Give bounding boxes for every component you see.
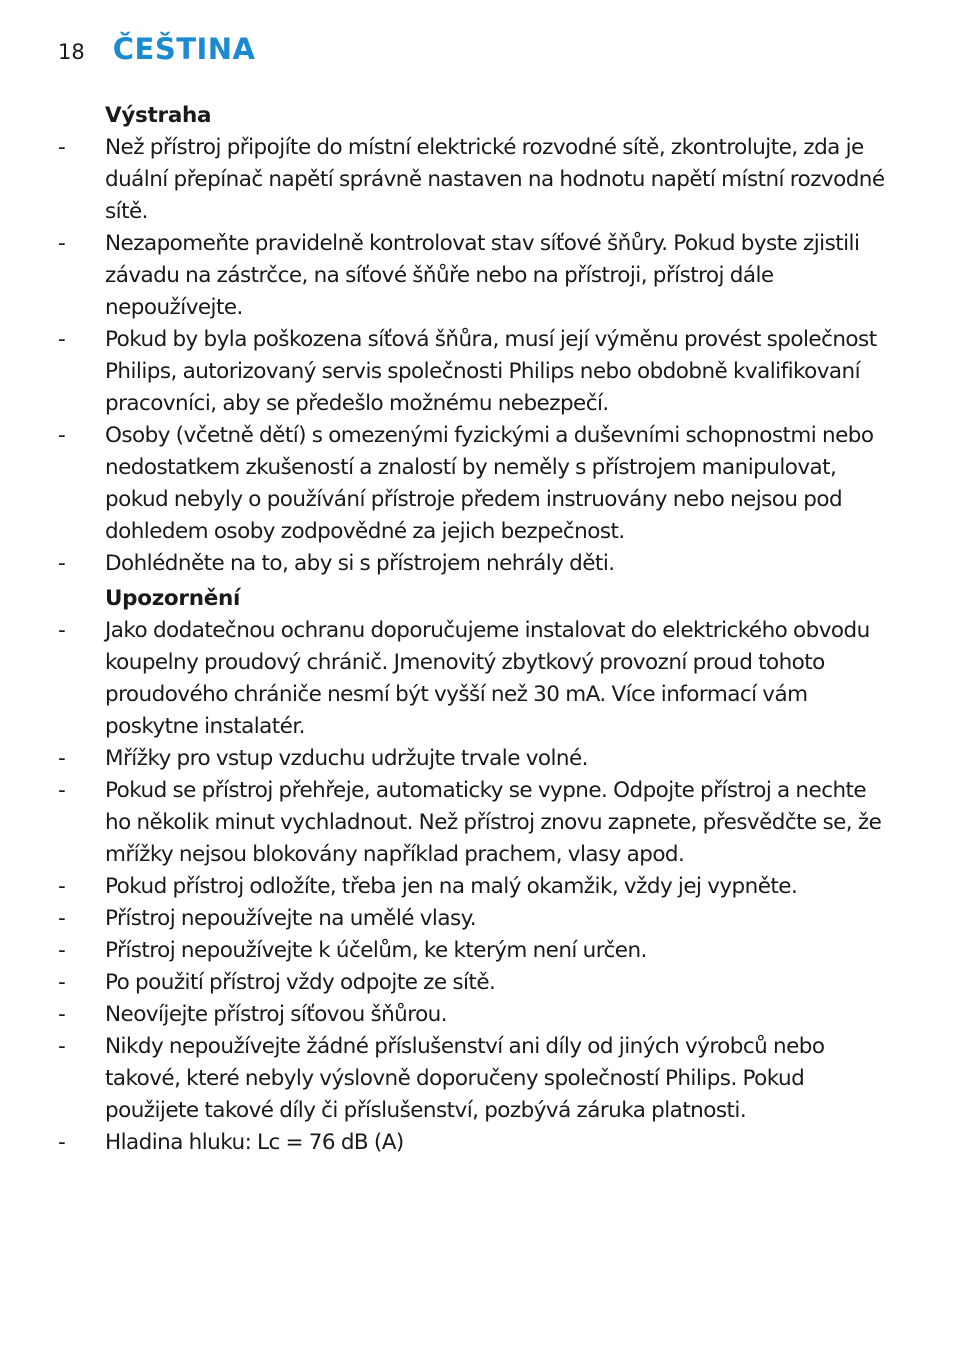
dash-bullet: - [58,327,66,352]
dash-bullet: - [58,231,66,256]
dash-bullet: - [58,906,66,931]
list-item-text: Pokud by byla poškozena síťová šňůra, musí její výměnu provést společnost Philips, autorizovaný servis společnosti Philips nebo obdobně kvalifikovaní pracovníci, aby se předešlo možnému nebezpečí. [105,327,877,416]
list-item [0,324,954,420]
list-item [0,743,954,775]
list-item [0,1127,954,1159]
dash-bullet: - [58,423,66,448]
list-item-text: Neovíjejte přístroj síťovou šňůrou. [105,1002,448,1027]
list-item-text: Přístroj nepoužívejte na umělé vlasy. [105,906,477,931]
list-item-text: Pokud přístroj odložíte, třeba jen na malý okamžik, vždy jej vypněte. [105,874,798,899]
dash-bullet: - [58,135,66,160]
list-item-text: Pokud se přístroj přehřeje, automaticky se vypne. Odpojte přístroj a nechte ho několik minut vychladnout. Než přístroj znovu zapnete, přesvědčte se, že mřížky nejsou blokovány například prachem, vlasy apod. [105,778,882,867]
list-item [0,935,954,967]
dash-bullet: - [58,618,66,643]
page-content [0,100,954,1159]
list-item-text: Jako dodatečnou ochranu doporučujeme instalovat do elektrického obvodu koupelny proudový chránič. Jmenovitý zbytkový provozní proud tohoto proudového chrániče nesmí být vyšší než 30 mA. Více informací vám poskytne instalatér. [105,618,870,739]
dash-bullet: - [58,1002,66,1027]
list-item [0,775,954,871]
list-item [0,999,954,1031]
section-heading-caution: Upozornění [105,586,241,611]
list-item [0,871,954,903]
dash-bullet: - [58,778,66,803]
section-heading-warning: Výstraha [105,103,212,128]
list-item-text: Dohlédněte na to, aby si s přístrojem nehrály děti. [105,551,615,576]
list-item [0,132,954,228]
warning-section [0,100,954,580]
dash-bullet: - [58,970,66,995]
list-item-text: Osoby (včetně dětí) s omezenými fyzickými a duševními schopnostmi nebo nedostatkem zkušeností a znalostí by neměly s přístrojem manipulovat, pokud nebyly o používání přístroje předem instruovány nebo nejsou pod dohledem osoby zodpovědné za jejich bezpečnost. [105,423,874,544]
dash-bullet: - [58,746,66,771]
page-header [58,32,256,66]
list-item-text: Nikdy nepoužívejte žádné příslušenství ani díly od jiných výrobců nebo takové, které nebyly výslovně doporučeny společností Philips. Pokud použijete takové díly či příslušenství, pozbývá záruka platnosti. [105,1034,825,1123]
language-title: ČEŠTINA [112,32,256,66]
list-item-text: Nezapomeňte pravidelně kontrolovat stav síťové šňůry. Pokud byste zjistili závadu na zástrčce, na síťové šňůře nebo na přístroji, přístroj dále nepoužívejte. [105,231,860,320]
list-item-text: Hladina hluku: Lc = 76 dB (A) [105,1130,404,1155]
dash-bullet: - [58,938,66,963]
dash-bullet: - [58,1130,66,1155]
caution-list [0,615,954,1159]
list-item-text: Mřížky pro vstup vzduchu udržujte trvale volné. [105,746,588,771]
page-number: 18 [58,40,85,64]
dash-bullet: - [58,551,66,576]
list-item-text: Po použití přístroj vždy odpojte ze sítě. [105,970,496,995]
dash-bullet: - [58,874,66,899]
warning-list [0,132,954,580]
list-item [0,548,954,580]
caution-section [0,583,954,1159]
list-item-text: Než přístroj připojíte do místní elektrické rozvodné sítě, zkontrolujte, zda je duální přepínač napětí správně nastaven na hodnotu napětí místní rozvodné sítě. [105,135,885,224]
list-item [0,228,954,324]
list-item [0,967,954,999]
dash-bullet: - [58,1034,66,1059]
list-item-text: Přístroj nepoužívejte k účelům, ke kterým není určen. [105,938,647,963]
list-item [0,903,954,935]
list-item [0,1031,954,1127]
list-item [0,615,954,743]
list-item [0,420,954,548]
